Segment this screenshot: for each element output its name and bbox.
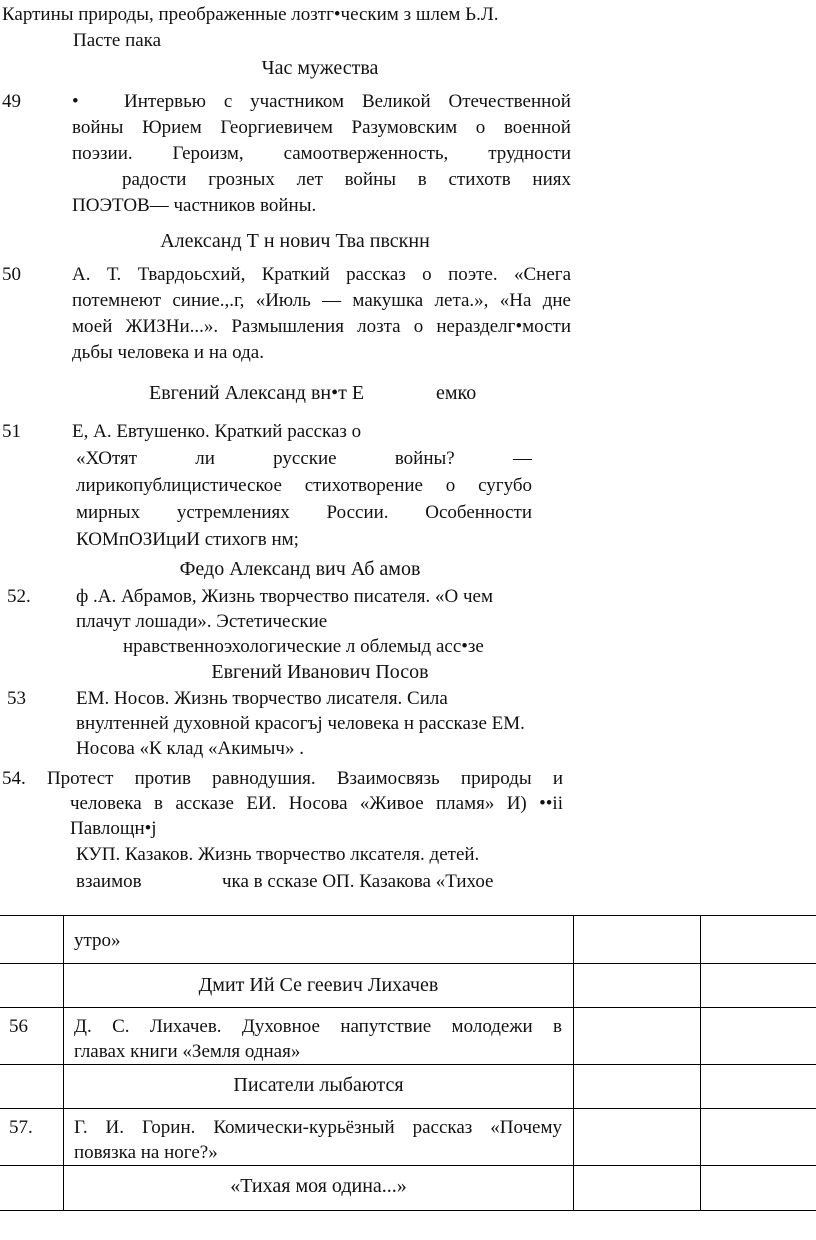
author-heading: Евгений Александ вн•т Е: [149, 382, 365, 404]
item-number: 49: [2, 91, 21, 112]
author-heading: Александ Т н нович Тва пвскнн: [160, 230, 430, 252]
table-row-number: 56: [9, 1016, 28, 1037]
item-text-line: «ХОтят ли русские войны? —: [76, 448, 532, 469]
table-cell: главах книги «Земля одная»: [74, 1041, 301, 1062]
author-heading: емко: [436, 382, 477, 404]
table-section-heading: Писатели лыбаются: [233, 1074, 404, 1096]
item-text-line: внултенней духовной красогъј человека н рассказе ЕМ.: [76, 713, 525, 734]
item-text-line: КОМпОЗИциИ стихогв нм;: [76, 529, 299, 550]
item-text-line: войны Юрием Георгиевичем Разумовским о военной: [72, 117, 571, 138]
table-cell: утро»: [74, 930, 121, 951]
item-text-line: радости грозных лет войны в стихотв ниях: [122, 169, 571, 190]
item-text-line: человека в ассказе ЕИ. Носова «Живое пламя» И) ••іі: [70, 793, 563, 814]
item-text-line: Е, А. Евтушенко. Краткий рассказ о: [72, 421, 362, 442]
item-text-line: Павлощн•ј: [70, 818, 157, 839]
section-heading: Час мужества: [261, 57, 379, 79]
table-cell: повязка на ноге?»: [74, 1142, 218, 1163]
item-text-line: чка в ссказе ОП. Казакова «Тихое: [222, 871, 494, 892]
item-text-line: ф .А. Абрамов, Жизнь творчество писателя. «О чем: [76, 586, 494, 607]
intro-line: Картины природы, преображенные лозтг•ческим з шлем Ь.Л.: [2, 4, 499, 25]
item-number: 50: [2, 264, 21, 285]
item-text-line: потемнеют синие.,.г, «Июль — макушка лета.», «На дне: [72, 290, 571, 311]
item-text-line: нравственноэхологические л облемыд асс•зе: [123, 636, 484, 657]
item-text-line: А. Т. Твардоьсхий, Краткий рассказ о поэте. «Снега: [72, 264, 571, 285]
item-text-line: мирных устремлениях России. Особенности: [76, 502, 532, 523]
item-text-line: 54. Протест против равнодушия. Взаимосвязь природы и: [2, 768, 563, 789]
table-cell: Д. С. Лихачев. Духовное напутствие молодежи в: [74, 1016, 562, 1037]
item-text-line: плачут лошади». Эстетические: [76, 611, 328, 632]
item-text-line: моей ЖИЗНи...». Размышления лозта о неразделг•мости: [72, 316, 571, 337]
item-text-line: КУП. Казаков. Жизнь творчество лксателя. детей.: [76, 844, 480, 865]
item-text-line: Интервью с участником Великой Отечественной: [124, 91, 571, 112]
table-row-number: 57.: [9, 1117, 33, 1138]
author-heading: Федо Александ вич Аб амов: [179, 558, 421, 580]
item-text-line: взаимов: [76, 871, 142, 892]
table-author-heading: Дмит Ий Се геевич Лихачев: [198, 974, 439, 996]
item-text-line: поэзии. Героизм, самоотверженность, трудности: [72, 143, 571, 164]
bullet: •: [72, 91, 79, 112]
item-text-line: ПОЭТОВ— частников войны.: [72, 195, 317, 216]
author-heading: Евгений Иванович Посов: [211, 661, 429, 683]
item-text-line: лирикопублицистическое стихотворение о сугубо: [76, 475, 532, 496]
item-text-line: дьбы человека и на ода.: [72, 342, 264, 363]
item-text-line: ЕМ. Носов. Жизнь творчество лисателя. Сила: [76, 688, 448, 709]
intro-line: Пасте пака: [73, 30, 162, 51]
item-number: 52.: [7, 586, 31, 607]
item-text-line: Носова «К клад «Акимыч» .: [76, 738, 304, 759]
table-cell: Г. И. Горин. Комически-курьёзный рассказ «Почему: [74, 1117, 562, 1138]
table-section-heading: «Тихая моя одина...»: [230, 1175, 407, 1197]
item-number: 53: [7, 688, 26, 709]
item-number: 51: [2, 421, 21, 442]
